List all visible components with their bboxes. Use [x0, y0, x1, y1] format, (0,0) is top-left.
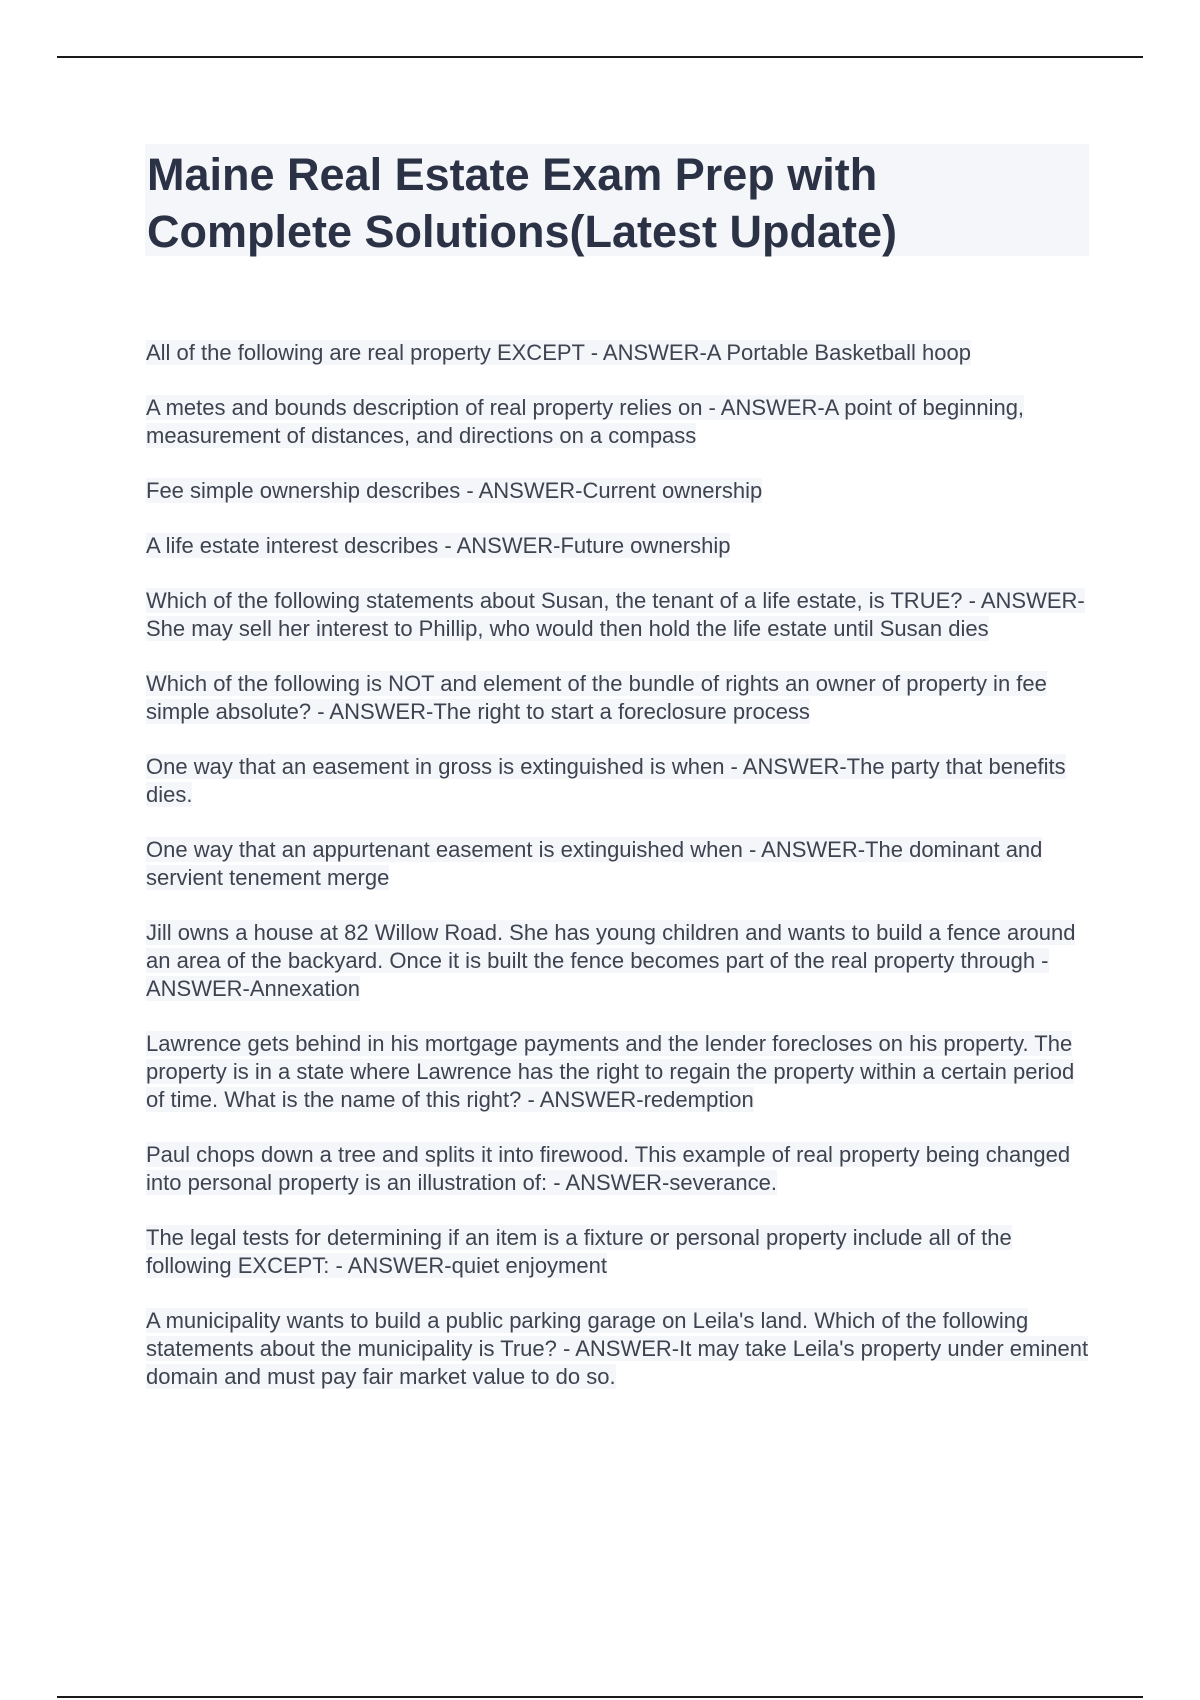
- qa-text: A life estate interest describes - ANSWER-Future ownership: [146, 533, 731, 558]
- qa-text: The legal tests for determining if an item is a fixture or personal property include all of the following EXCEPT: - ANSWER-quiet enjoyment: [146, 1225, 1012, 1278]
- qa-text: Lawrence gets behind in his mortgage payments and the lender forecloses on his property. The property is in a state where Lawrence has the right to regain the property within a certain period of time. What is the name of this right? - ANSWER-redemption: [146, 1031, 1075, 1112]
- qa-text: One way that an easement in gross is extinguished is when - ANSWER-The party that benefits dies.: [146, 754, 1066, 807]
- qa-item: [146, 1307, 1096, 1391]
- qa-text: Fee simple ownership describes - ANSWER-Current ownership: [146, 478, 763, 503]
- qa-text: Paul chops down a tree and splits it into firewood. This example of real property being changed into personal property is an illustration of: - ANSWER-severance.: [146, 1142, 1071, 1195]
- qa-item: [146, 532, 1096, 560]
- qa-item: [146, 1224, 1096, 1280]
- qa-text: All of the following are real property EXCEPT - ANSWER-A Portable Basketball hoop: [146, 340, 971, 365]
- qa-item: [146, 919, 1096, 1003]
- header-rule: [57, 56, 1143, 58]
- qa-item: [146, 339, 1096, 367]
- qa-item: [146, 587, 1096, 643]
- footer-rule: [57, 1696, 1143, 1698]
- qa-text: A municipality wants to build a public parking garage on Leila's land. Which of the following statements about the municipality is True? - ANSWER-It may take Leila's property under eminent domain and must pay fair market value to do so.: [146, 1308, 1089, 1389]
- qa-item: [146, 836, 1096, 892]
- qa-text: A metes and bounds description of real property relies on - ANSWER-A point of beginning, measurement of distances, and directions on a compass: [146, 395, 1025, 448]
- qa-item: [146, 1141, 1096, 1197]
- qa-list: [146, 339, 1096, 1418]
- qa-text: Jill owns a house at 82 Willow Road. She has young children and wants to build a fence around an area of the backyard. Once it is built the fence becomes part of the real property through - ANSWER-Annexation: [146, 920, 1076, 1001]
- qa-item: [146, 670, 1096, 726]
- qa-text: Which of the following is NOT and element of the bundle of rights an owner of property in fee simple absolute? - ANSWER-The right to start a foreclosure process: [146, 671, 1047, 724]
- qa-item: [146, 477, 1096, 505]
- qa-item: [146, 394, 1096, 450]
- qa-item: [146, 753, 1096, 809]
- document-title: Maine Real Estate Exam Prep with Complete Solutions(Latest Update): [147, 149, 898, 257]
- qa-text: One way that an appurtenant easement is extinguished when - ANSWER-The dominant and servient tenement merge: [146, 837, 1043, 890]
- qa-item: [146, 1030, 1096, 1114]
- qa-text: Which of the following statements about Susan, the tenant of a life estate, is TRUE? - ANSWER-She may sell her interest to Phillip, who would then hold the life estate until Susan dies: [146, 588, 1085, 641]
